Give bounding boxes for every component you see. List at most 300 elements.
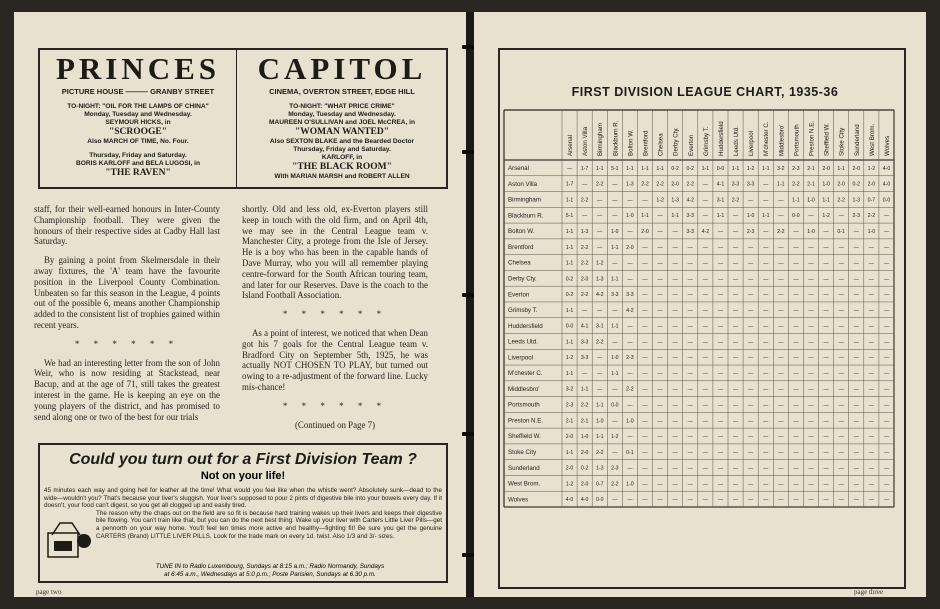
result-cell: — (642, 418, 648, 425)
result-cell: 1-7 (565, 181, 574, 188)
result-cell: 2-0 (837, 181, 845, 188)
princes-film-2: "THE RAVEN" (105, 168, 171, 178)
row-label: Birmingham (508, 196, 542, 204)
page-number-left: page two (36, 588, 62, 596)
result-cell: 0-0 (792, 213, 800, 220)
princes-title: PRINCES (55, 51, 221, 86)
result-cell: — (853, 481, 859, 488)
result-cell: — (823, 465, 829, 472)
result-cell: — (672, 465, 678, 472)
result-cell: 1-1 (761, 213, 770, 220)
column-header: Huddersfield (717, 121, 725, 156)
result-cell: 1-3 (626, 181, 634, 188)
result-cell: 1-1 (641, 213, 649, 220)
result-cell: — (793, 323, 799, 330)
result-cell: 2-3 (852, 213, 861, 220)
result-cell: — (793, 339, 799, 346)
result-cell: — (717, 449, 724, 456)
result-cell: — (732, 292, 739, 299)
row-label: Middlesbro' (508, 385, 540, 393)
result-cell: — (868, 402, 874, 409)
result-cell: — (793, 244, 799, 251)
result-cell: — (627, 370, 633, 377)
result-cell: — (702, 213, 708, 220)
result-cell: — (672, 418, 678, 425)
result-cell: 4-2 (595, 292, 604, 299)
result-cell: — (642, 339, 648, 346)
result-cell: 1-2 (822, 213, 830, 220)
princes-days-2: Thursday, Friday and Saturday. (89, 152, 187, 159)
result-cell: — (627, 497, 633, 504)
result-cell: — (778, 434, 784, 441)
result-cell: — (793, 292, 799, 299)
capitol-film-2: "THE BLACK ROOM" (292, 162, 392, 172)
carters-advert (38, 443, 448, 583)
result-cell: 4-2 (626, 307, 634, 314)
row-label: Chelsea (508, 259, 531, 267)
result-cell: — (732, 260, 739, 267)
result-cell: 2-0 (626, 244, 634, 251)
result-cell: — (717, 481, 724, 488)
result-cell: — (748, 197, 754, 204)
result-cell: — (823, 260, 829, 267)
result-cell: — (883, 370, 890, 377)
result-cell: 1-1 (565, 244, 574, 251)
result-cell: — (853, 323, 859, 330)
result-cell: 2-3 (626, 355, 634, 362)
result-cell: 2-0 (565, 434, 574, 441)
result-cell: — (687, 244, 693, 251)
result-cell: — (672, 307, 678, 314)
column-header: Chelsea (657, 133, 665, 156)
result-cell: — (642, 386, 648, 393)
result-cell: — (717, 402, 724, 409)
row-label: Everton (508, 291, 530, 299)
result-cell: — (702, 355, 708, 362)
column-header: Sunderland (853, 124, 861, 156)
result-cell: — (823, 276, 829, 283)
result-cell: — (808, 434, 814, 441)
result-cell: — (763, 292, 769, 299)
result-cell: — (763, 276, 769, 283)
result-cell: — (597, 386, 603, 393)
result-cell: 4-2 (686, 197, 695, 204)
result-cell: — (838, 465, 844, 472)
result-cell: — (748, 292, 754, 299)
row-label: Derby Cty. (508, 275, 537, 283)
row-label: Stoke City (508, 448, 537, 456)
article-paragraph: We had an interesting letter from the son of John Weir, who is now residing at Stackstead, near Bacup, and at the age of 71, still takes the greatest interest in the game. He is keeping an eye on the young players of the district, and has promised to send along one or two of the best for our trials (34, 357, 220, 422)
result-cell: — (838, 323, 844, 330)
result-cell: 2-2 (777, 228, 785, 235)
result-cell: — (853, 355, 859, 362)
result-cell: — (627, 197, 633, 204)
result-cell: 2-1 (807, 181, 815, 188)
result-cell: — (642, 355, 648, 362)
result-cell: 4-1 (580, 323, 589, 330)
result-cell: — (883, 481, 890, 488)
result-cell: — (687, 481, 693, 488)
result-cell: — (823, 434, 829, 441)
result-cell: — (748, 497, 754, 504)
result-cell: 2-0 (641, 228, 649, 235)
column-header: Wolves (883, 135, 891, 156)
result-cell: — (763, 197, 769, 204)
result-cell: — (672, 339, 678, 346)
article-paragraph: By gaining a point from Skelmersdale in their away fixtures, the 'A' team have the favourite position in the Liverpool County Combination. Unbeaten so far this season in the League, 4 points out of the possible 6, means another Championship added to the consistent list of trophies gained within recent years. (34, 255, 220, 330)
result-cell: 2-1 (807, 165, 815, 172)
result-cell: 0-2 (580, 465, 589, 472)
result-cell: — (808, 449, 814, 456)
result-cell: 3-3 (686, 213, 695, 220)
result-cell: — (687, 260, 693, 267)
result-cell: — (883, 244, 890, 251)
capitol-with: With MARIAN MARSH and ROBERT ALLEN (274, 173, 410, 180)
row-label: Grimsby T. (508, 307, 538, 315)
result-cell: — (853, 449, 859, 456)
result-cell: — (838, 260, 844, 267)
result-cell: — (778, 418, 784, 425)
result-cell: — (868, 339, 874, 346)
result-cell: — (883, 228, 890, 235)
result-cell: — (778, 449, 784, 456)
result-cell: — (702, 197, 708, 204)
result-cell: — (808, 355, 814, 362)
result-cell: — (748, 402, 754, 409)
result-cell: 1-1 (792, 197, 800, 204)
result-cell: — (778, 386, 784, 393)
result-cell: — (627, 434, 633, 441)
result-cell: — (597, 370, 603, 377)
column-header: Bolton W. (627, 129, 635, 156)
result-cell: — (763, 370, 769, 377)
result-cell: — (702, 402, 708, 409)
result-cell: 0-2 (565, 292, 574, 299)
result-cell: 3-1 (716, 197, 725, 204)
result-cell: — (627, 276, 633, 283)
result-cell: 1-2 (565, 481, 574, 488)
result-cell: — (748, 418, 754, 425)
result-cell: — (657, 355, 663, 362)
result-cell: 3-1 (595, 323, 604, 330)
result-cell: 1-2 (867, 165, 876, 172)
result-cell: — (597, 355, 603, 362)
result-cell: 2-0 (852, 165, 861, 172)
result-cell: — (687, 449, 693, 456)
column-header: Preston N.E. (808, 120, 816, 156)
result-cell: — (763, 228, 769, 235)
capitol-days-2: Thursday, Friday and Saturday. (293, 146, 391, 153)
result-cell: 2-3 (746, 228, 755, 235)
result-cell: — (657, 386, 663, 393)
result-cell: — (672, 370, 678, 377)
league-results-grid (474, 12, 926, 597)
result-cell: — (732, 370, 739, 377)
result-cell: 2-2 (611, 481, 619, 488)
result-cell: 2-2 (686, 181, 695, 188)
result-cell: — (763, 497, 769, 504)
result-cell: — (838, 434, 844, 441)
princes-film-1: "SCROOGE" (108, 127, 168, 137)
result-cell: 3-3 (731, 181, 740, 188)
result-cell: — (717, 434, 724, 441)
result-cell: — (717, 386, 724, 393)
result-cell: 2-2 (867, 213, 876, 220)
result-cell: — (582, 181, 588, 188)
result-cell: — (627, 260, 633, 267)
result-cell: 2-3 (611, 465, 619, 472)
result-cell: — (838, 244, 844, 251)
result-cell: — (717, 497, 724, 504)
result-cell: 1-3 (595, 465, 604, 472)
result-cell: — (823, 418, 829, 425)
result-cell: — (763, 355, 769, 362)
result-cell: — (778, 323, 784, 330)
result-cell: — (763, 449, 769, 456)
result-cell: — (823, 481, 829, 488)
capitol-film-1: "WOMAN WANTED" (294, 127, 390, 137)
result-cell: — (868, 260, 874, 267)
result-cell: — (732, 418, 739, 425)
section-stars: * * * * * * (74, 338, 180, 349)
result-cell: — (657, 481, 663, 488)
result-cell: — (823, 370, 829, 377)
result-cell: — (748, 449, 754, 456)
result-cell: — (823, 228, 829, 235)
result-cell: — (808, 370, 814, 377)
result-cell: — (672, 244, 678, 251)
capitol-tonight: TO-NIGHT: "WHAT PRICE CRIME" (289, 103, 395, 110)
result-cell: 3-2 (565, 386, 574, 393)
result-cell: — (793, 481, 799, 488)
result-cell: — (702, 386, 708, 393)
carters-body-2: The reason why the chaps out on the field are so fit is because hard training wakes up their livers and keeps their digestive bile flowing. You can't train like that, but you can do the next best thing. Wake up your liver with Carters Little Liver Pills—get a pennorth on your way home. You'll feel ten times more active and healthy—fighting fit! Be sure you get the genuine CARTERS (Brand) LITTLE LIVER PILLS. Look for the trade mark on every 1d. twist. Also 1/3 and 3/- sizes. (96, 509, 442, 540)
result-cell: — (627, 465, 633, 472)
result-cell: — (763, 386, 769, 393)
result-cell: — (778, 370, 784, 377)
result-cell: — (642, 244, 648, 251)
result-cell: — (793, 386, 799, 393)
result-cell: — (597, 213, 603, 220)
result-cell: 0-7 (595, 481, 604, 488)
result-cell: 0-2 (565, 276, 574, 283)
cinema-ad-box (38, 48, 448, 189)
result-cell: — (702, 481, 708, 488)
result-cell: 0-2 (686, 165, 695, 172)
result-cell: — (642, 197, 648, 204)
result-cell: — (732, 497, 739, 504)
result-cell: 1-0 (626, 481, 634, 488)
result-cell: — (808, 402, 814, 409)
result-cell: — (883, 276, 890, 283)
result-cell: 2-2 (731, 197, 740, 204)
result-cell: — (642, 481, 648, 488)
result-cell: — (717, 276, 724, 283)
result-cell: — (672, 323, 678, 330)
result-cell: — (657, 402, 663, 409)
result-cell: 0-2 (852, 181, 861, 188)
result-cell: — (763, 339, 769, 346)
result-cell: — (702, 370, 708, 377)
result-cell: — (868, 323, 874, 330)
result-cell: 1-1 (565, 370, 574, 377)
result-cell: — (823, 244, 829, 251)
result-cell: 1-1 (626, 165, 634, 172)
result-cell: 2-2 (580, 260, 589, 267)
result-cell: 4-0 (565, 497, 574, 504)
result-cell: — (612, 307, 618, 314)
result-cell: — (687, 370, 693, 377)
result-cell: — (823, 339, 829, 346)
carters-headline: Could you turn out for a First Division Team ? (69, 451, 417, 468)
result-cell: — (808, 339, 814, 346)
result-cell: 1-1 (580, 386, 589, 393)
result-cell: — (748, 355, 754, 362)
result-cell: 1-1 (565, 197, 574, 204)
result-cell: — (763, 307, 769, 314)
result-cell: — (763, 181, 769, 188)
result-cell: — (732, 386, 739, 393)
result-cell: — (778, 307, 784, 314)
result-cell: — (748, 434, 754, 441)
column-header: Portsmouth (793, 124, 801, 156)
result-cell: — (868, 465, 874, 472)
result-cell: — (778, 260, 784, 267)
result-cell: — (778, 497, 784, 504)
result-cell: 1-3 (580, 228, 589, 235)
result-cell: — (808, 418, 814, 425)
result-cell: — (612, 449, 618, 456)
result-cell: — (868, 386, 874, 393)
result-cell: — (763, 402, 769, 409)
result-cell: 1-2 (565, 355, 574, 362)
result-cell: 0-1 (837, 228, 845, 235)
result-cell: — (717, 244, 724, 251)
result-cell: — (672, 497, 678, 504)
result-cell: 0-0 (611, 402, 619, 409)
result-cell: — (808, 292, 814, 299)
result-cell: 1-1 (565, 260, 574, 267)
column-header: Aston Villa (582, 126, 590, 156)
result-cell: — (883, 323, 890, 330)
result-cell: 1-0 (611, 355, 619, 362)
result-cell: — (642, 276, 648, 283)
result-cell: — (883, 260, 890, 267)
result-cell: — (823, 449, 829, 456)
result-cell: — (672, 434, 678, 441)
result-cell: — (627, 402, 633, 409)
result-cell: — (838, 276, 844, 283)
result-cell: — (808, 386, 814, 393)
result-cell: — (732, 449, 739, 456)
result-cell: 0-0 (882, 197, 891, 204)
result-cell: 2-2 (595, 181, 604, 188)
result-cell: — (808, 497, 814, 504)
result-cell: — (868, 370, 874, 377)
result-cell: — (687, 418, 693, 425)
result-cell: 2-2 (580, 244, 589, 251)
result-cell: — (687, 323, 693, 330)
row-label: Sunderland (508, 464, 540, 472)
result-cell: 1-0 (746, 213, 755, 220)
result-cell: — (868, 276, 874, 283)
result-cell: — (732, 244, 739, 251)
result-cell: — (883, 292, 890, 299)
result-cell: — (687, 434, 693, 441)
result-cell: — (748, 370, 754, 377)
result-cell: — (672, 228, 678, 235)
result-cell: — (627, 228, 633, 235)
result-cell: — (748, 323, 754, 330)
result-cell: — (717, 260, 724, 267)
result-cell: — (778, 339, 784, 346)
result-cell: 4-0 (882, 165, 891, 172)
result-cell: — (748, 276, 754, 283)
result-cell: — (717, 355, 724, 362)
column-header: Stoke City (838, 127, 846, 156)
result-cell: — (748, 244, 754, 251)
result-cell: — (763, 418, 769, 425)
result-cell: — (597, 244, 603, 251)
result-cell: 1-1 (595, 402, 604, 409)
result-cell: — (612, 260, 618, 267)
princes-subtitle: PICTURE HOUSE ——— GRANBY STREET (61, 87, 215, 96)
result-cell: — (687, 386, 693, 393)
result-cell: — (657, 434, 663, 441)
result-cell: — (808, 465, 814, 472)
result-cell: — (687, 339, 693, 346)
result-cell: — (657, 497, 663, 504)
result-cell: — (732, 465, 739, 472)
result-cell: — (793, 465, 799, 472)
result-cell: — (793, 307, 799, 314)
result-cell: — (853, 386, 859, 393)
result-cell: — (612, 213, 618, 220)
result-cell: — (642, 449, 648, 456)
result-cell: — (838, 370, 844, 377)
column-header: Leeds Utd. (733, 126, 741, 156)
result-cell: — (612, 497, 618, 504)
result-cell: 1-2 (746, 165, 755, 172)
result-cell: — (642, 260, 648, 267)
result-cell: — (808, 276, 814, 283)
result-cell: 3-3 (580, 355, 589, 362)
result-cell: — (868, 418, 874, 425)
result-cell: — (853, 307, 859, 314)
result-cell: — (883, 307, 890, 314)
result-cell: 1-3 (595, 276, 604, 283)
result-cell: — (717, 292, 724, 299)
result-cell: — (672, 355, 678, 362)
result-cell: 1-1 (565, 339, 574, 346)
section-stars: * * * * * * (282, 400, 388, 411)
result-cell: 2-1 (565, 418, 574, 425)
result-cell: — (778, 355, 784, 362)
section-stars: * * * * * * (282, 309, 388, 320)
result-cell: — (748, 260, 754, 267)
result-cell: — (853, 260, 859, 267)
result-cell: 1-3 (852, 197, 861, 204)
result-cell: 2-2 (792, 181, 800, 188)
result-cell: — (838, 497, 844, 504)
result-cell: — (612, 418, 618, 425)
result-cell: 3-3 (580, 339, 589, 346)
result-cell: — (883, 497, 890, 504)
result-cell: — (582, 213, 588, 220)
result-cell: — (823, 497, 829, 504)
result-cell: — (838, 402, 844, 409)
princes-star-1: SEYMOUR HICKS, in (105, 119, 171, 126)
